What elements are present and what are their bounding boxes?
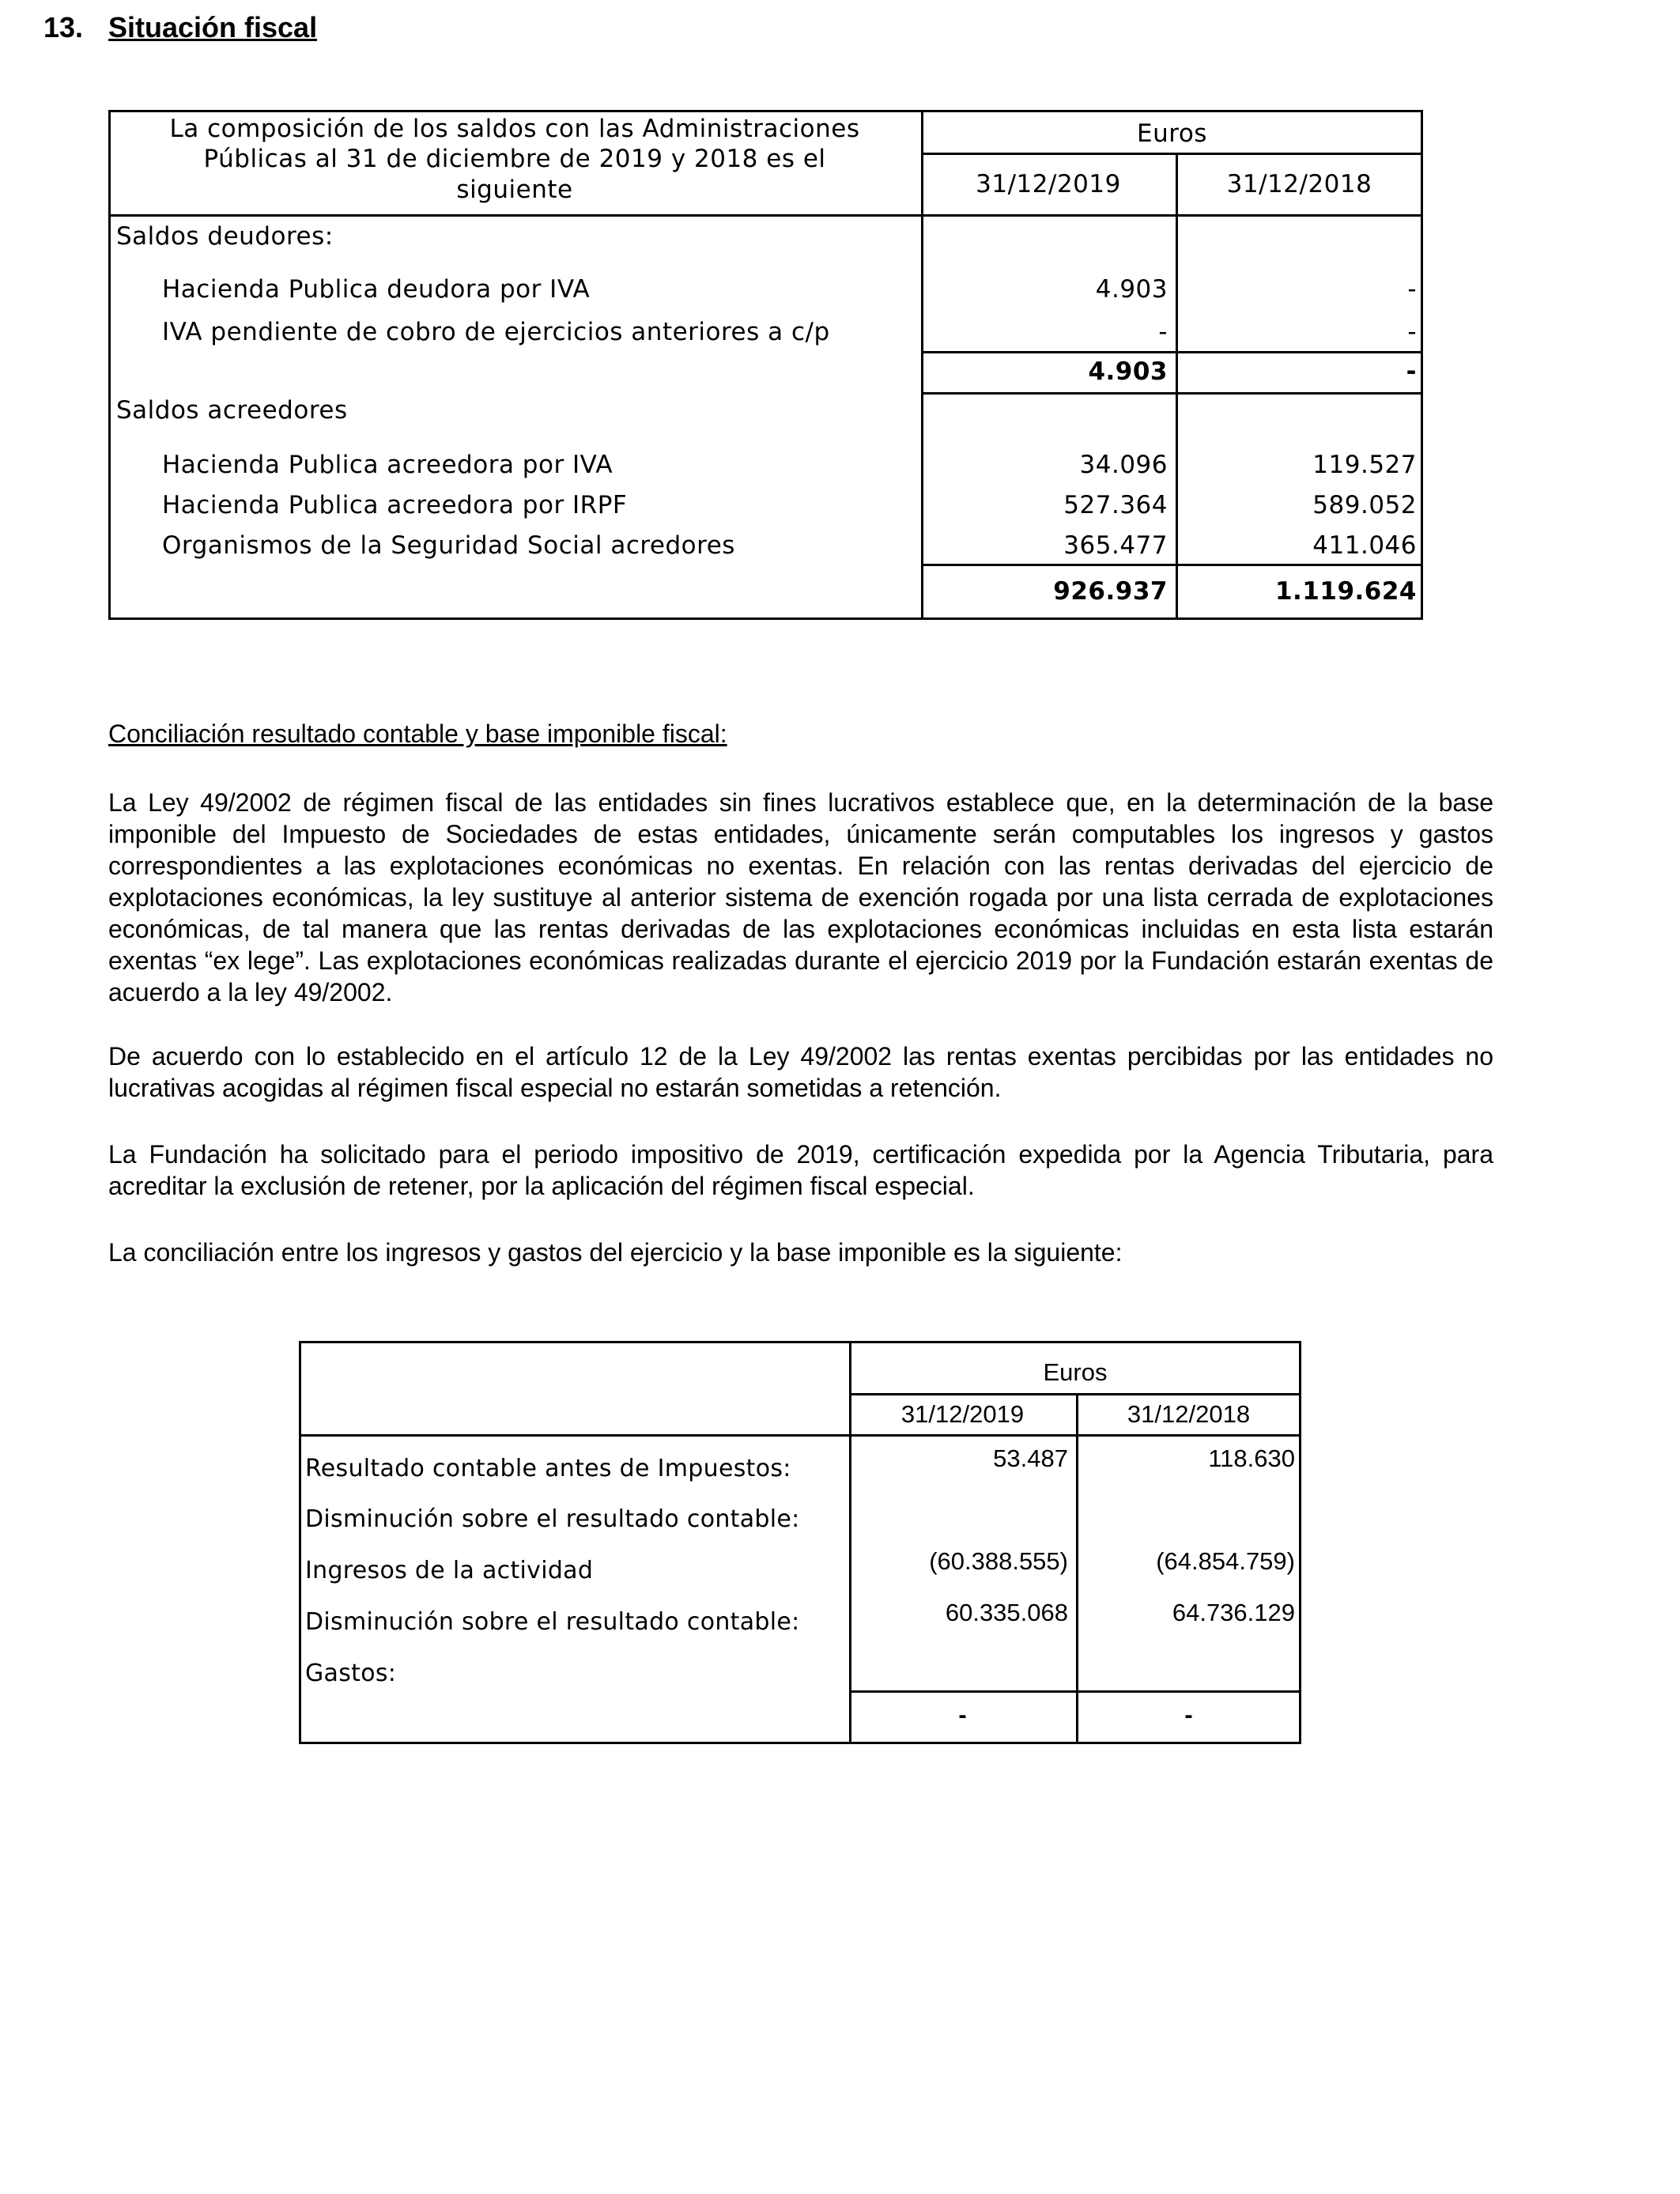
conciliacion-table	[299, 1341, 1301, 1744]
cell-2018: 119.527	[1312, 451, 1417, 479]
cell-2019: 365.477	[1063, 531, 1168, 560]
section-heading	[43, 11, 317, 44]
cell-2019: 60.335.068	[945, 1599, 1068, 1626]
section-number: 13.	[43, 11, 84, 43]
row-label: Hacienda Publica deudora por IVA	[162, 275, 591, 304]
paragraph: La conciliación entre los ingresos y gastos del ejercicio y la base imponible es la siguiente:	[108, 1238, 1123, 1267]
paragraph: La Ley 49/2002 de régimen fiscal de las entidades sin fines lucrativos establece que, en la determinación de la base imponible del Impuesto de Sociedades de estas entidades, únicamente serán computables los ingresos y gastos correspondientes a las explotaciones económicas no exentas. En relación con las rentas derivadas del ejercicio de explotaciones económicas, la ley sustituye al anterior sistema de exención rogada por una lista cerrada de explotaciones económicas, de tal manera que las rentas derivadas de las explotaciones económicas incluidas en esta lista estarán exentas “ex lege”. Las explotaciones económicas realizadas durante el ejercicio 2019 por la Fundación estarán exentas de acuerdo a la ley 49/2002.	[108, 788, 1493, 1006]
cell-2019: (60.388.555)	[929, 1547, 1068, 1575]
row-label: Hacienda Publica acreedora por IVA	[162, 451, 613, 479]
cell-2018: 118.630	[1208, 1444, 1295, 1472]
table-caption-line: La composición de los saldos con las Administraciones	[169, 115, 860, 143]
total-acreedores-2018: 1.119.624	[1274, 577, 1417, 606]
column-header-2019: 31/12/2019	[900, 1400, 1025, 1428]
row-divider	[108, 214, 1423, 217]
total-acreedores-2019: 926.937	[1053, 577, 1168, 606]
cell-2018: -	[1407, 275, 1417, 304]
row-divider	[849, 1393, 1301, 1395]
row-divider	[921, 564, 1423, 566]
cell-2018: -	[1407, 318, 1417, 346]
currency-header: Euros	[1043, 1358, 1108, 1386]
cell-2019: 53.487	[993, 1444, 1068, 1472]
column-header-2018: 31/12/2018	[1127, 1400, 1251, 1428]
cell-2018: 589.052	[1312, 491, 1417, 519]
total-2018: -	[1184, 1701, 1193, 1728]
row-label: Ingresos de la actividad	[305, 1557, 594, 1584]
cell-2019: 34.096	[1079, 451, 1168, 479]
cell-2018: 411.046	[1312, 531, 1417, 560]
cell-2018: 64.736.129	[1172, 1599, 1295, 1626]
total-deudores-2019: 4.903	[1088, 357, 1168, 386]
cell-2019: -	[1158, 318, 1168, 346]
row-label: Disminución sobre el resultado contable:	[305, 1608, 800, 1636]
total-2019: -	[958, 1701, 967, 1728]
currency-header: Euros	[1137, 119, 1207, 148]
paragraph: La Fundación ha solicitado para el periodo impositivo de 2019, certificación expedida por la Agencia Tributaria, para acreditar la exclusión de retener, por la aplicación del régimen fiscal especial.	[108, 1140, 1493, 1200]
column-header-2018: 31/12/2018	[1226, 170, 1372, 198]
cell-2019: 4.903	[1095, 275, 1168, 304]
section-label-acreedores: Saldos acreedores	[116, 396, 348, 425]
section-title: Situación fiscal	[108, 11, 318, 43]
row-divider	[921, 153, 1423, 155]
row-divider	[299, 1434, 1301, 1437]
cell-2018: (64.854.759)	[1156, 1547, 1295, 1575]
cell-2019: 527.364	[1063, 491, 1168, 519]
row-label: Hacienda Publica acreedora por IRPF	[162, 491, 628, 519]
paragraph: De acuerdo con lo establecido en el artículo 12 de la Ley 49/2002 las rentas exentas percibidas por las entidades no lucrativas acogidas al régimen fiscal especial no estarán sometidas a retención.	[108, 1042, 1493, 1102]
row-divider	[921, 351, 1423, 353]
row-label: Organismos de la Seguridad Social acredores	[162, 531, 735, 560]
row-label: IVA pendiente de cobro de ejercicios anteriores a c/p	[162, 318, 830, 346]
section-label-deudores: Saldos deudores:	[116, 222, 334, 251]
table-caption-line: Públicas al 31 de diciembre de 2019 y 2018 es el	[203, 145, 826, 173]
column-header-2019: 31/12/2019	[976, 170, 1121, 198]
conciliacion-title: Conciliación resultado contable y base imponible fiscal:	[108, 719, 727, 748]
table-caption-line: siguiente	[456, 176, 573, 204]
row-divider	[921, 392, 1423, 395]
row-divider	[849, 1690, 1301, 1693]
total-deudores-2018: -	[1406, 357, 1417, 386]
row-label: Resultado contable antes de Impuestos:	[305, 1455, 791, 1482]
row-label: Disminución sobre el resultado contable:	[305, 1505, 800, 1533]
row-label: Gastos:	[305, 1660, 397, 1687]
saldos-table	[108, 110, 1423, 620]
